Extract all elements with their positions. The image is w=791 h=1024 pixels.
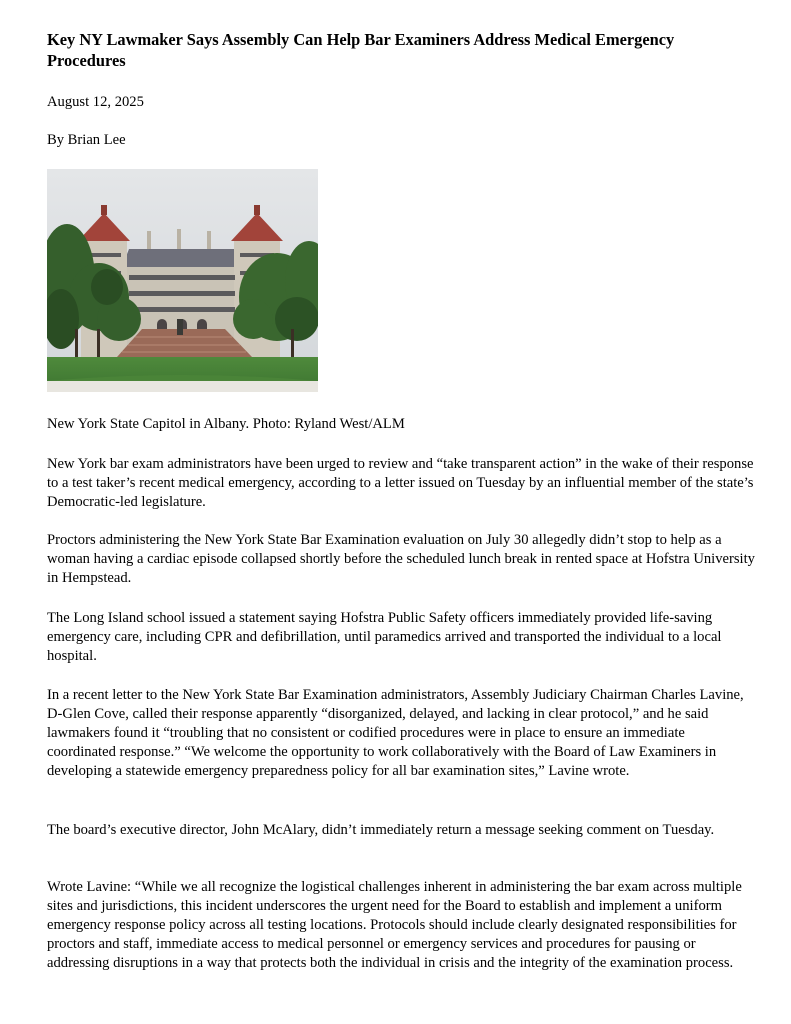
- article-paragraph: Proctors administering the New York State Bar Examination evaluation on July 30 allegedly didn’t stop to help as a woman having a cardiac episode collapsed shortly before the scheduled lunch break in rented space at Hofstra University in Hempstead.: [47, 532, 755, 586]
- article-paragraph: The Long Island school issued a statement saying Hofstra Public Safety officers immediately provided life-saving emergency care, including CPR and defibrillation, until paramedics arrived and transported the individual to a local hospital.: [47, 610, 722, 664]
- article-paragraph: The board’s executive director, John McAlary, didn’t immediately return a message seeking comment on Tuesday.: [47, 822, 715, 838]
- photo-caption: New York State Capitol in Albany. Photo: Ryland West/ALM: [47, 416, 405, 432]
- article-headline: Key NY Lawmaker Says Assembly Can Help Bar Examiners Address Medical Emergency Procedures: [47, 30, 675, 70]
- article-paragraph: Wrote Lavine: “While we all recognize the logistical challenges inherent in administering the bar exam across multiple sites and jurisdictions, this incident underscores the urgent need for the Board to establish and implement a uniform emergency response policy across all testing locations. Protocols should include clearly designated responsibilities for proctors and staff, immediate access to medical personnel or emergency services and procedures for pausing or addressing disruptions in a way that protects both the individual in crisis and the integrity of the examination process.: [47, 879, 742, 971]
- article-byline: By Brian Lee: [47, 132, 126, 148]
- article-paragraph: New York bar exam administrators have been urged to review and “take transparent action” in the wake of their response to a test taker’s recent medical emergency, according to a letter issued on Tuesday by an influential member of the state’s Democratic-led legislature.: [47, 456, 754, 510]
- capitol-photo: [47, 169, 318, 392]
- article-paragraph: In a recent letter to the New York State Bar Examination administrators, Assembly Judiciary Chairman Charles Lavine, D-Glen Cove, called their response apparently “disorganized, delayed, and lacking in clear protocol,” and he said lawmakers found it “troubling that no consistent or codified procedures were in place to ensure an immediate coordinated response.” “We welcome the opportunity to work collaboratively with the Board of Law Examiners in developing a statewide emergency preparedness policy for all bar examination sites,” Lavine wrote.: [47, 687, 744, 779]
- article-date: August 12, 2025: [47, 94, 144, 110]
